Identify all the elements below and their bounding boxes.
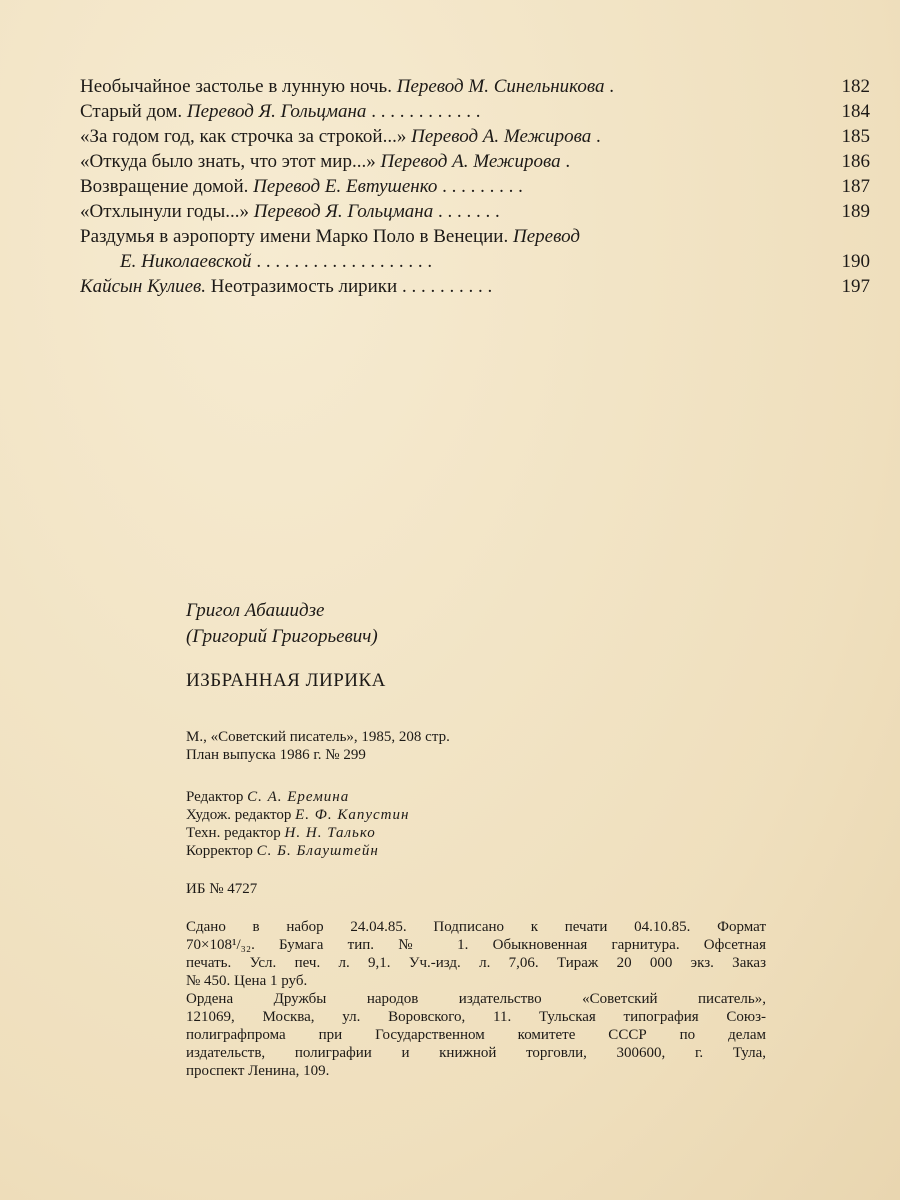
toc-entry-translator: Е. Николаевской (120, 251, 252, 272)
print-details-line: издательств, полиграфии и книжной торговли, 300600, г. Тула, (186, 1045, 766, 1061)
toc-entry-page: 182 (841, 76, 870, 97)
toc-entry-leader: . . . . . . . . . . (397, 276, 493, 297)
toc-entry (80, 274, 870, 299)
toc-entry (80, 74, 870, 99)
staff-role: Редактор (186, 789, 244, 805)
toc-entry (80, 124, 870, 149)
toc-entry-translator: Перевод Е. Евтушенко (253, 176, 438, 197)
staff-role: Корректор (186, 843, 253, 859)
table-of-contents (80, 74, 870, 299)
publication-info (186, 728, 766, 764)
toc-entry-leader: . . . . . . . (433, 201, 500, 222)
print-details-line: № 450. Цена 1 руб. (186, 973, 308, 989)
toc-entry-title: «За годом год, как строчка за строкой...» (80, 126, 407, 147)
toc-entry-page: 189 (841, 201, 870, 222)
colophon (186, 598, 766, 1080)
toc-entry (80, 224, 870, 249)
release-plan-line: План выпуска 1986 г. № 299 (186, 747, 366, 763)
staff-row (186, 842, 766, 860)
staff-role: Худож. редактор (186, 807, 292, 823)
toc-entry-title: Раздумья в аэропорту имени Марко Поло в Венеции. (80, 226, 509, 247)
ib-number: ИБ № 4727 (186, 881, 258, 897)
print-details-line: полиграфпрома при Государственном комитете СССР по делам (186, 1027, 766, 1043)
print-details-line: печать. Усл. печ. л. 9,1. Уч.-изд. л. 7,06. Тираж 20 000 экз. Заказ (186, 955, 766, 971)
print-details-line: проспект Ленина, 109. (186, 1063, 330, 1079)
toc-entry (80, 174, 870, 199)
author-name: Григол Абашидзе (186, 600, 325, 621)
toc-entry-leader: . (591, 126, 601, 147)
staff-name: Н. Н. Талько (284, 825, 376, 841)
toc-entry-translator: Перевод А. Межирова (411, 126, 592, 147)
toc-entry-page: 187 (841, 176, 870, 197)
toc-entry-leader: . . . . . . . . . . . . (366, 101, 481, 122)
toc-entry-leader: . (604, 76, 614, 97)
toc-entry-translator: Перевод (512, 226, 580, 247)
toc-entry-author: Кайсын Кулиев. (80, 276, 207, 297)
staff-role: Техн. редактор (186, 825, 281, 841)
toc-entry (80, 149, 870, 174)
toc-entry-page: 184 (841, 101, 870, 122)
print-details (186, 918, 766, 1080)
toc-entry-translator: Перевод Я. Гольцмана (186, 101, 367, 122)
print-details-line: Ордена Дружбы народов издательство «Советский писатель», (186, 991, 766, 1007)
print-details-line: Сдано в набор 24.04.85. Подписано к печати 04.10.85. Формат (186, 919, 766, 935)
toc-entry-page: 190 (841, 251, 870, 272)
print-details-line: 70×108¹/₃₂. Бумага тип. № 1. Обыкновенная гарнитура. Офсетная (186, 937, 766, 953)
toc-entry-leader: . . . . . . . . . (437, 176, 523, 197)
toc-entry-page: 186 (841, 151, 870, 172)
toc-entry-translator: Перевод А. Межирова (380, 151, 561, 172)
publication-line: М., «Советский писатель», 1985, 208 стр. (186, 729, 450, 745)
toc-entry-title: «Отхлынули годы...» (80, 201, 249, 222)
toc-entry-title: «Откуда было знать, что этот мир...» (80, 151, 376, 172)
toc-entry-leader: . . . . . . . . . . . . . . . . . . . (251, 251, 433, 272)
staff-row (186, 788, 766, 806)
toc-entry-page: 185 (841, 126, 870, 147)
book-title: ИЗБРАННАЯ ЛИРИКА (186, 670, 386, 691)
staff-name: С. А. Еремина (247, 789, 350, 805)
staff-name: Е. Ф. Капустин (295, 807, 410, 823)
toc-entry-title: Возвращение домой. (80, 176, 249, 197)
toc-entry-title: Необычайное застолье в лунную ночь. (80, 76, 392, 97)
toc-entry (80, 199, 870, 224)
toc-entry-translator: Перевод Я. Гольцмана (253, 201, 434, 222)
toc-entry-leader: . (560, 151, 571, 172)
staff-row (186, 806, 766, 824)
toc-entry-continuation (80, 249, 870, 274)
print-details-line: 121069, Москва, ул. Воровского, 11. Тульская типография Союз- (186, 1009, 766, 1025)
editorial-staff (186, 788, 766, 860)
staff-row (186, 824, 766, 842)
toc-entry-page: 197 (841, 276, 870, 297)
toc-entry (80, 99, 870, 124)
toc-entry-title: Неотразимость лирики (210, 276, 398, 297)
staff-name: С. Б. Блауштейн (256, 843, 379, 859)
toc-entry-title: Старый дом. (80, 101, 183, 122)
author-full-name: (Григорий Григорьевич) (186, 626, 378, 647)
toc-entry-translator: Перевод М. Синельникова (396, 76, 605, 97)
